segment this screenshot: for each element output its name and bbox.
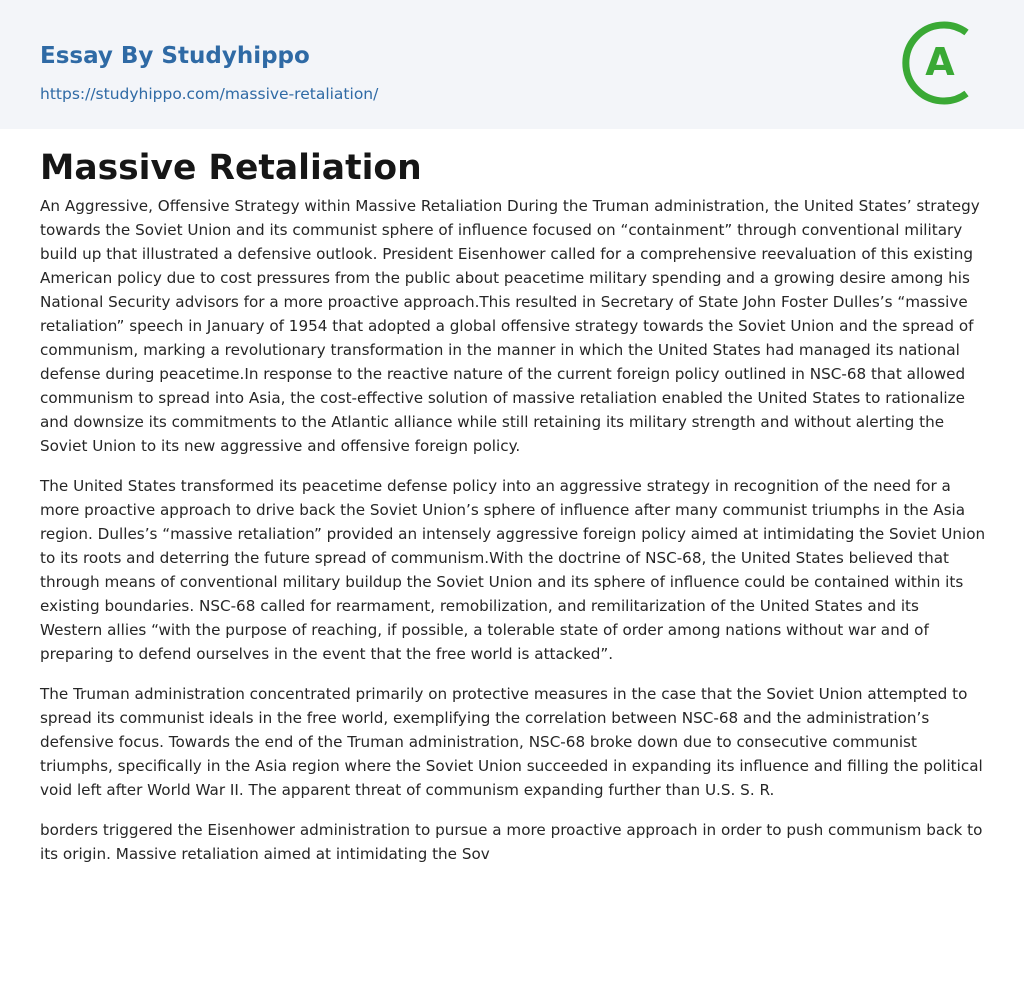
essay-paragraph: An Aggressive, Offensive Strategy within Massive Retaliation During the Truman administration, the United States’ strategy towards the Soviet Union and its communist sphere of influence focused on “containment” through conventional military build up that illustrated a defensive outlook. President Eisenhower called for a comprehensive reevaluation of this existing American policy due to cost pressures from the public about peacetime military spending and a growing desire among his National Security advisors for a more proactive approach.This resulted in Secretary of State John Foster Dulles’s “massive retaliation” speech in January of 1954 that adopted a global offensive strategy towards the Soviet Union and the spread of communism, marking a revolutionary transformation in the manner in which the United States had managed its national defense during peacetime.In response to the reactive nature of the current foreign policy outlined in NSC-68 that allowed communism to spread into Asia, the cost-effective solution of massive retaliation enabled the United States to rationalize and downsize its commitments to the Atlantic alliance while still retaining its military strength and without alerting the Soviet Union to its new aggressive and offensive foreign policy. [40,197,980,455]
essay-paragraph: The United States transformed its peacetime defense policy into an aggressive strategy in recognition of the need for a more proactive approach to drive back the Soviet Union’s sphere of influence after many communist triumphs in the Asia region. Dulles’s “massive retaliation” provided an intensely aggressive foreign policy aimed at intimidating the Soviet Union to its roots and deterring the future spread of communism.With the doctrine of NSC-68, the United States believed that through means of conventional military buildup the Soviet Union and its sphere of influence could be contained within its existing boundaries. NSC-68 called for rearmament, remobilization, and remilitarization of the United States and its Western allies “with the purpose of reaching, if possible, a tolerable state of order among nations without war and of preparing to defend ourselves in the event that the free world is attacked”. [40,477,986,663]
site-title[interactable]: Essay By Studyhippo [40,43,310,69]
page-title: Massive Retaliation [40,148,422,188]
essay-paragraph: borders triggered the Eisenhower administration to pursue a more proactive approach in order to push communism back to its origin. Massive retaliation aimed at intimidating the Sov [40,821,983,863]
essay-url-link[interactable]: https://studyhippo.com/massive-retaliation/ [40,85,379,103]
logo-letter: A [925,40,955,84]
essay-paragraph: The Truman administration concentrated primarily on protective measures in the case that the Soviet Union attempted to spread its communist ideals in the free world, exemplifying the correlation between NSC-68 and the administration’s defensive focus. Towards the end of the Truman administration, NSC-68 broke down due to consecutive communist triumphs, specifically in the Asia region where the Soviet Union succeeded in expanding its influence and filling the political void left after World War II. The apparent threat of communism expanding further than U.S. S. R. [40,685,983,799]
studyhippo-logo-icon[interactable] [896,18,986,108]
essay-body [40,194,986,882]
